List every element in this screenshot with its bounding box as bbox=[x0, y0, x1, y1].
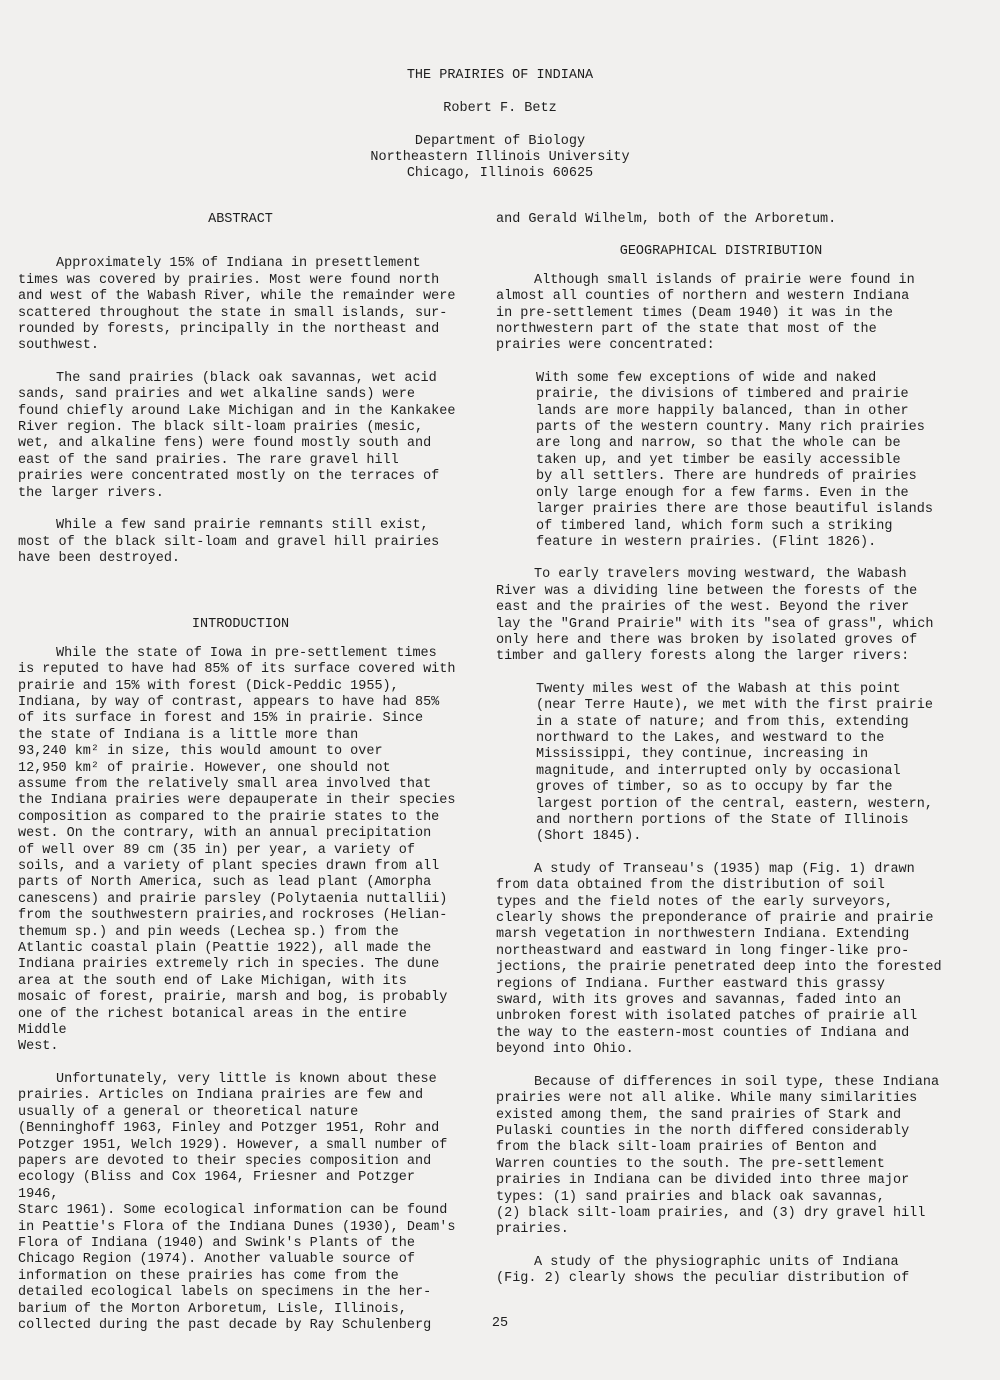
geo-paragraph-3: A study of Transeau's (1935) map (Fig. 1) drawn from data obtained from the distribution of soil types and the field notes of the early surveyors, clearly shows the preponderance of prairie and prairie marsh vegetation in northwestern Indiana. Extending northeastward and eastward in long finger-like pro- jections, the prairie penetrated deep into the forested regions of Indiana. Further eastward this grassy sward, with its groves and savannas, faded into an unbroken forest with isolated patches of prairie all the way to the eastern-most counties of Indiana and beyond into Ohio. bbox=[496, 861, 942, 1058]
geographical-distribution-heading: GEOGRAPHICAL DISTRIBUTION bbox=[619, 244, 823, 260]
geo-paragraph-1: Although small islands of prairie were found in almost all counties of northern and western Indiana in pre-settlement times (Deam 1940) it was in the northwestern part of the state that most of the prairies were concentrated: bbox=[496, 272, 915, 354]
author-university: Northeastern Illinois University bbox=[370, 150, 630, 165]
introduction-paragraph-1: While the state of Iowa in pre-settlement times is reputed to have had 85% of its surface covered with prairie and 15% with forest (Dick-Peddic 1955), Indiana, by way of contrast, appears to have had 85% of its surface in forest and 15% in prairie. Since the state of Indiana is a little more than 93,240 km² in size, this would amount to over 12,950 km² of prairie. However, one should not assume from the relatively small area involved that the Indiana prairies were depauperate in their species composition as compared to the prairie states to the west. On the contrary, with an annual precipitation of well over 89 cm (35 in) per year, a variety of soils, and a variety of plant species drawn from all parts of North America, such as lead plant (Amorpha canescens) and prairie parsley (Polytaenia nuttallii) from the southwestern prairies,and rockroses (Helian- themum sp.) and pin weeds (Lechea sp.) from the Atlantic coastal plain (Peattie 1922), all made the Indiana prairies extremely rich in species. The dune area at the south end of Lake Michigan, with its mosaic of forest, prairie, marsh and bog, is probably one of the richest botanical areas in the entire Middle West. bbox=[18, 645, 456, 1055]
introduction-heading: INTRODUCTION bbox=[191, 617, 290, 633]
left-column bbox=[18, 212, 463, 1350]
flint-quote: With some few exceptions of wide and naked prairie, the divisions of timbered and prairie lands are more happily balanced, than in other parts of the western country. Many rich prairies are long and narrow, so that the whole can be taken up, and yet timber be easily accessible by all settlers. There are hundreds of prairies only large enough for a few farms. Even in the larger prairies there are those beautiful islands of timbered land, which form such a striking feature in western prairies. (Flint 1826). bbox=[536, 370, 933, 550]
geo-paragraph-2: To early travelers moving westward, the Wabash River was a dividing line between the forests of the east and the prairies of the west. Beyond the river lay the "Grand Prairie" with its "sea of grass", which only here and there was broken by isolated groves of timber and gallery forests along the larger rivers: bbox=[496, 567, 934, 665]
short-quote: Twenty miles west of the Wabash at this point (near Terre Haute), we met with the first prairie in a state of nature; and from this, extending northward to the Lakes, and westward to the Mississippi, they continue, increasing in magnitude, and interrupted only by occasional groves of timber, so as to occupy by far the largest portion of the central, eastern, western, and northern portions of the State of Illinois (Short 1845). bbox=[536, 681, 933, 845]
abstract-paragraph-3: While a few sand prairie remnants still exist, most of the black silt-loam and gravel hill prairies have been destroyed. bbox=[18, 518, 440, 566]
abstract-heading: ABSTRACT bbox=[208, 212, 273, 227]
continuation-text: and Gerald Wilhelm, both of the Arboretum. bbox=[496, 212, 837, 227]
author-name: Robert F. Betz bbox=[443, 101, 557, 116]
geo-paragraph-5: A study of the physiographic units of Indiana (Fig. 2) clearly shows the peculiar distribution of bbox=[496, 1254, 910, 1287]
author-department: Department of Biology bbox=[414, 134, 586, 149]
abstract-paragraph-2: The sand prairies (black oak savannas, wet acid sands, sand prairies and wet alkaline sands) were found chiefly around Lake Michigan and in the Kankakee River region. The black silt-loam prairies (mesic, wet, and alkaline fens) were found mostly south and east of the sand prairies. The rare gravel hill prairies were concentrated mostly on the terraces of the larger rivers. bbox=[18, 370, 456, 501]
abstract-paragraph-1: Approximately 15% of Indiana in presettlement times was covered by prairies. Most were found north and west of the Wabash River, while the remainder were scattered throughout the state in small islands, sur- rounded by forests, principally in the northeast and southwest. bbox=[18, 256, 456, 354]
paper-title: THE PRAIRIES OF INDIANA bbox=[406, 68, 594, 83]
geo-paragraph-4: Because of differences in soil type, these Indiana prairies were not all alike. While many similarities existed among them, the sand prairies of Stark and Pulaski counties in the north differed considerably from the black silt-loam prairies of Benton and Warren counties to the south. The pre-settlement prairies in Indiana can be divided into three major types: (1) sand prairies and black oak savannas, (2) black silt-loam prairies, and (3) dry gravel hill prairies. bbox=[496, 1074, 940, 1238]
right-column bbox=[496, 212, 946, 1304]
author-location: Chicago, Illinois 60625 bbox=[406, 166, 594, 181]
introduction-paragraph-2: Unfortunately, very little is known about these prairies. Articles on Indiana prairies are few and usually of a general or theoretical nature (Benninghoff 1963, Finley and Potzger 1951, Rohr and Potzger 1951, Welch 1929). However, a small number of papers are devoted to their species composition and ecology (Bliss and Cox 1964, Friesner and Potzger 1946, Starc 1961). Some ecological information can be found in Peattie's Flora of the Indiana Dunes (1930), Deam's Flora of Indiana (1940) and Swink's Plants of the Chicago Region (1974). Another valuable source of information on these prairies has come from the detailed ecological labels on specimens in the her- barium of the Morton Arboretum, Lisle, Illinois, collected during the past decade by Ray Schulenberg bbox=[18, 1071, 456, 1333]
page-number: 25 bbox=[491, 1316, 509, 1331]
